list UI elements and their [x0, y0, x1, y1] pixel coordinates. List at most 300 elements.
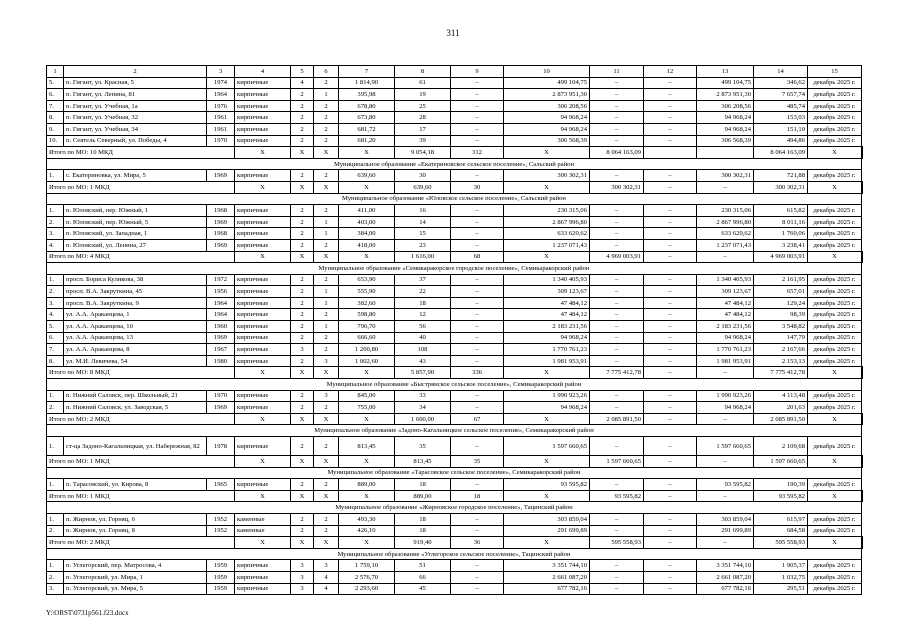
table-cell: 18 — [395, 479, 451, 491]
total-cell: 4 969 003,91 — [590, 251, 644, 263]
table-cell: 2. — [47, 216, 64, 228]
table-cell: п. Гигант, ул. Ленина, 81 — [64, 89, 207, 101]
table-cell: п. Гигант, ул. Учебная, 1а — [64, 100, 207, 112]
table-cell: 2 873 951,30 — [697, 89, 754, 101]
table-cell: 291 699,89 — [697, 525, 754, 537]
table-cell: 18 — [395, 525, 451, 537]
table-cell: декабрь 2025 г. — [808, 332, 862, 344]
table-cell: кирпичные — [235, 239, 291, 251]
table-cell: 653,90 — [339, 274, 395, 286]
total-cell: 7 775 412,78 — [590, 367, 644, 379]
table-cell: кирпичные — [235, 321, 291, 333]
table-cell: 30 — [395, 170, 451, 182]
header-cell: 14 — [754, 66, 808, 78]
table-cell: 17 — [395, 123, 451, 135]
table-cell: 7. — [47, 344, 64, 356]
total-cell: X — [235, 537, 291, 549]
total-cell: X — [235, 413, 291, 425]
total-cell: – — [644, 413, 697, 425]
table-cell: п. Нижний Саловск, пер. Школьный, 21 — [64, 390, 207, 402]
table-cell: 1 237 071,43 — [504, 239, 590, 251]
table-cell: п. Углегорский, ул. Мира, 5 — [64, 583, 207, 595]
municipality-section-header — [47, 158, 863, 170]
table-cell: – — [590, 297, 644, 309]
table-cell: 1974 — [207, 77, 235, 89]
page-number: 311 — [446, 28, 460, 38]
header-cell: 2 — [64, 66, 207, 78]
table-cell: кирпичные — [235, 100, 291, 112]
building-row — [47, 89, 863, 101]
table-cell: 1 759,10 — [339, 560, 395, 572]
table-cell: – — [644, 513, 697, 525]
table-cell: 22 — [395, 286, 451, 298]
total-cell: 639,60 — [395, 181, 451, 193]
building-row — [47, 123, 863, 135]
table-cell: 18 — [395, 297, 451, 309]
table-cell: 1. — [47, 437, 64, 456]
table-cell: 1964 — [207, 297, 235, 309]
section-title: Муниципальное образование «Тарасовское сельское поселение», Семикаракорский район — [47, 467, 862, 479]
table-cell: – — [644, 77, 697, 89]
building-row — [47, 309, 863, 321]
total-cell: 30 — [451, 181, 504, 193]
table-cell: – — [451, 205, 504, 217]
total-cell: 67 — [451, 413, 504, 425]
table-cell: 1959 — [207, 571, 235, 583]
total-cell: – — [697, 490, 754, 502]
table-cell: 47 484,12 — [697, 309, 754, 321]
header-cell: 6 — [314, 66, 339, 78]
total-cell: X — [504, 490, 590, 502]
table-cell: п. Углегорский, пер. Матросова, 4 — [64, 560, 207, 572]
table-cell: 16 — [395, 205, 451, 217]
table-cell: 1959 — [207, 583, 235, 595]
table-cell: декабрь 2025 г. — [808, 89, 862, 101]
table-cell: 3 — [291, 571, 314, 583]
building-row — [47, 321, 863, 333]
table-cell: 2. — [47, 402, 64, 414]
table-cell: кирпичные — [235, 205, 291, 217]
table-cell: 2 — [291, 321, 314, 333]
table-cell: кирпичные — [235, 297, 291, 309]
table-cell: 1 990 923,26 — [504, 390, 590, 402]
table-cell: кирпичные — [235, 89, 291, 101]
total-cell: X — [235, 490, 291, 502]
table-cell: декабрь 2025 г. — [808, 402, 862, 414]
header-cell: 4 — [235, 66, 291, 78]
table-cell: декабрь 2025 г. — [808, 321, 862, 333]
table-cell: – — [590, 583, 644, 595]
header-cell: 11 — [590, 66, 644, 78]
total-cell — [862, 181, 863, 193]
table-cell: 6. — [47, 89, 64, 101]
table-cell: п. Юловский, ул. Ленина, 27 — [64, 239, 207, 251]
table-cell: 411,00 — [339, 205, 395, 217]
table-cell: – — [590, 332, 644, 344]
table-cell: кирпичные — [235, 309, 291, 321]
table-cell: 6. — [47, 332, 64, 344]
building-row — [47, 390, 863, 402]
table-cell: 673,80 — [339, 112, 395, 124]
table-cell: ст-ца Задоно-Кагальницкая, ул. Набережная, 82 — [64, 437, 207, 456]
total-cell: X — [314, 147, 339, 159]
building-row — [47, 239, 863, 251]
total-cell: X — [314, 490, 339, 502]
header-cell: 7 — [339, 66, 395, 78]
table-cell: 300 302,31 — [697, 170, 754, 182]
table-cell: 2. — [47, 571, 64, 583]
table-cell: – — [644, 112, 697, 124]
table-cell: – — [590, 390, 644, 402]
header-cell: 8 — [395, 66, 451, 78]
table-cell: п. Жирнов, ул. Горняц, 8 — [64, 525, 207, 537]
table-cell: 43 — [395, 355, 451, 367]
table-cell: п. Сеятель Северный, ул. Победы, 4 — [64, 135, 207, 147]
table-cell: 2 — [291, 402, 314, 414]
building-row — [47, 216, 863, 228]
table-cell: 56 — [395, 321, 451, 333]
table-cell: декабрь 2025 г. — [808, 216, 862, 228]
table-cell: – — [590, 205, 644, 217]
total-label: Итого по МО: 1 МКД — [47, 456, 235, 468]
table-cell: 2 576,70 — [339, 571, 395, 583]
table-cell: – — [644, 286, 697, 298]
table-cell: 94 968,24 — [697, 123, 754, 135]
building-row — [47, 274, 863, 286]
table-cell: п. Юловский, ул. Западная, 1 — [64, 228, 207, 240]
table-cell: кирпичные — [235, 560, 291, 572]
table-cell: 657,01 — [754, 286, 808, 298]
table-cell: 2 — [291, 135, 314, 147]
municipality-section-header — [47, 425, 863, 437]
total-cell: X — [339, 413, 395, 425]
table-cell: 34 — [395, 402, 451, 414]
table-cell: каменные — [235, 513, 291, 525]
table-cell: – — [590, 321, 644, 333]
total-cell: X — [235, 147, 291, 159]
table-cell: 1959 — [207, 560, 235, 572]
table-cell: – — [590, 239, 644, 251]
table-cell: 303 859,04 — [504, 513, 590, 525]
table-cell: 3. — [47, 297, 64, 309]
table-cell: – — [451, 239, 504, 251]
table-cell: 2 — [291, 479, 314, 491]
table-cell: – — [590, 274, 644, 286]
table-cell: 1969 — [207, 332, 235, 344]
total-cell: X — [291, 490, 314, 502]
table-cell: – — [590, 216, 644, 228]
total-cell: X — [808, 367, 862, 379]
table-cell: 147,79 — [754, 332, 808, 344]
table-cell: 1964 — [207, 309, 235, 321]
municipality-section-header — [47, 467, 863, 479]
table-cell: 493,30 — [339, 513, 395, 525]
table-cell: – — [590, 402, 644, 414]
table-cell: 2 — [291, 437, 314, 456]
table-cell: – — [451, 479, 504, 491]
table-cell: 2 — [291, 100, 314, 112]
total-cell: 595 558,93 — [590, 537, 644, 549]
table-cell: 418,00 — [339, 239, 395, 251]
total-cell: X — [808, 181, 862, 193]
table-cell: – — [590, 344, 644, 356]
table-cell: 2 153,13 — [754, 355, 808, 367]
building-row — [47, 112, 863, 124]
section-title: Муниципальное образование «Юловское сельское поселение», Сальский район — [47, 193, 862, 205]
building-row — [47, 560, 863, 572]
table-cell: 35 — [395, 437, 451, 456]
table-cell: 1 981 953,91 — [504, 355, 590, 367]
total-cell: 7 775 412,78 — [754, 367, 808, 379]
table-cell: – — [451, 402, 504, 414]
total-cell: – — [697, 537, 754, 549]
table-cell: 309 123,67 — [697, 286, 754, 298]
total-label: Итого по МО: 2 МКД — [47, 537, 235, 549]
table-cell: п. Юловский, пер. Южный, 5 — [64, 216, 207, 228]
table-cell: – — [644, 479, 697, 491]
table-cell: 3. — [47, 228, 64, 240]
table-cell: 403,00 — [339, 216, 395, 228]
municipality-section-header — [47, 502, 863, 514]
total-cell: X — [339, 181, 395, 193]
total-cell: X — [235, 251, 291, 263]
table-cell: – — [451, 112, 504, 124]
table-cell: кирпичные — [235, 344, 291, 356]
table-cell: – — [644, 390, 697, 402]
table-cell: кирпичные — [235, 390, 291, 402]
table-cell: 1 — [314, 321, 339, 333]
building-row — [47, 437, 863, 456]
table-cell: 426,10 — [339, 525, 395, 537]
table-cell: 1978 — [207, 437, 235, 456]
table-cell: 5. — [47, 77, 64, 89]
total-cell — [862, 413, 863, 425]
total-label: Итого по МО: 1 МКД — [47, 181, 235, 193]
table-cell: 1 990 923,26 — [697, 390, 754, 402]
table-cell: декабрь 2025 г. — [808, 239, 862, 251]
table-cell: 1. — [47, 513, 64, 525]
table-cell: – — [451, 332, 504, 344]
building-row — [47, 513, 863, 525]
table-cell: 2 — [314, 513, 339, 525]
table-cell: 3 — [291, 344, 314, 356]
table-cell: 2 — [314, 112, 339, 124]
table-cell: 94 968,24 — [504, 123, 590, 135]
table-cell: 12 — [395, 309, 451, 321]
table-cell: 485,74 — [754, 100, 808, 112]
table-cell: кирпичные — [235, 170, 291, 182]
table-cell: п. Юловский, пер. Южный, 1 — [64, 205, 207, 217]
table-cell: 2 — [291, 274, 314, 286]
total-cell: – — [644, 251, 697, 263]
table-cell: 678,80 — [339, 100, 395, 112]
total-cell: 889,00 — [395, 490, 451, 502]
building-row — [47, 344, 863, 356]
municipality-total-row — [47, 490, 863, 502]
table-cell: декабрь 2025 г. — [808, 355, 862, 367]
total-cell: 1 600,00 — [395, 413, 451, 425]
table-cell: 1976 — [207, 100, 235, 112]
total-cell: X — [808, 251, 862, 263]
table-cell: 4 — [314, 583, 339, 595]
table-cell: кирпичные — [235, 355, 291, 367]
building-row — [47, 286, 863, 298]
table-cell: 2 — [291, 112, 314, 124]
table-cell: 1 237 071,43 — [697, 239, 754, 251]
building-row — [47, 402, 863, 414]
total-cell: – — [644, 456, 697, 468]
table-cell: – — [590, 571, 644, 583]
table-cell: декабрь 2025 г. — [808, 286, 862, 298]
table-cell: 306 568,39 — [697, 135, 754, 147]
table-cell: 1 002,60 — [339, 355, 395, 367]
table-cell: 2 — [314, 332, 339, 344]
total-cell: – — [644, 537, 697, 549]
table-cell: 666,60 — [339, 332, 395, 344]
table-cell: – — [451, 571, 504, 583]
total-cell: – — [644, 367, 697, 379]
table-cell: 499 104,75 — [504, 77, 590, 89]
total-cell — [862, 251, 863, 263]
table-cell: 1. — [47, 479, 64, 491]
table-cell: – — [644, 355, 697, 367]
table-cell: 4. — [47, 309, 64, 321]
table-cell: 1967 — [207, 344, 235, 356]
table-cell: 1960 — [207, 321, 235, 333]
building-row — [47, 479, 863, 491]
table-cell: 1. — [47, 390, 64, 402]
total-cell: X — [504, 147, 590, 159]
table-cell: декабрь 2025 г. — [808, 513, 862, 525]
table-cell: 384,00 — [339, 228, 395, 240]
table-cell: 1 814,90 — [339, 77, 395, 89]
table-cell: – — [451, 513, 504, 525]
table-cell: 1 770 761,23 — [504, 344, 590, 356]
total-cell: X — [235, 367, 291, 379]
table-cell: 3 — [314, 390, 339, 402]
table-cell: – — [451, 309, 504, 321]
table-cell: 684,58 — [754, 525, 808, 537]
total-label: Итого по МО: 1 МКД — [47, 490, 235, 502]
header-cell: 13 — [697, 66, 754, 78]
total-cell: X — [291, 147, 314, 159]
total-cell: X — [314, 181, 339, 193]
table-cell: – — [644, 239, 697, 251]
table-cell: 2 293,60 — [339, 583, 395, 595]
table-cell: 295,51 — [754, 583, 808, 595]
table-cell: 291 699,89 — [504, 525, 590, 537]
table-cell: 19 — [395, 89, 451, 101]
total-cell: 312 — [451, 147, 504, 159]
table-cell: – — [644, 583, 697, 595]
table-cell: 2 — [291, 309, 314, 321]
municipality-section-header — [47, 193, 863, 205]
section-title: Муниципальное образование «Жирновское городское поселение», Тацинский район — [47, 502, 862, 514]
table-cell: 1 340 405,93 — [504, 274, 590, 286]
total-cell: 813,45 — [395, 456, 451, 468]
table-cell: – — [451, 321, 504, 333]
table-cell: 677 782,16 — [697, 583, 754, 595]
table-cell: 2 183 231,56 — [697, 321, 754, 333]
table-cell: 1. — [47, 274, 64, 286]
table-cell: 721,88 — [754, 170, 808, 182]
municipality-total-row — [47, 251, 863, 263]
table-cell: 1 981 953,91 — [697, 355, 754, 367]
table-cell: 306 208,56 — [504, 100, 590, 112]
total-cell: – — [697, 251, 754, 263]
table-cell: 94 968,24 — [504, 402, 590, 414]
table-cell: 1961 — [207, 123, 235, 135]
table-cell: 1970 — [207, 390, 235, 402]
table-cell: 3 — [291, 583, 314, 595]
table-cell: – — [451, 583, 504, 595]
table-cell: 2 — [314, 239, 339, 251]
total-cell — [862, 147, 863, 159]
table-cell: – — [644, 170, 697, 182]
table-cell: – — [451, 228, 504, 240]
table-cell: 1961 — [207, 112, 235, 124]
table-cell: 201,63 — [754, 402, 808, 414]
table-cell: 2 — [314, 344, 339, 356]
table-cell: – — [590, 123, 644, 135]
table-cell: 7. — [47, 100, 64, 112]
table-cell: 8 011,16 — [754, 216, 808, 228]
total-cell: X — [504, 251, 590, 263]
table-cell: 129,24 — [754, 297, 808, 309]
municipality-total-row — [47, 537, 863, 549]
table-cell: – — [451, 77, 504, 89]
table-cell: декабрь 2025 г. — [808, 170, 862, 182]
table-cell: 47 484,12 — [504, 309, 590, 321]
table-cell: кирпичные — [235, 286, 291, 298]
table-cell: кирпичные — [235, 274, 291, 286]
table-cell: каменные — [235, 525, 291, 537]
table-cell: 598,80 — [339, 309, 395, 321]
table-cell: просп. В.А. Закруткина, 9 — [64, 297, 207, 309]
building-row — [47, 525, 863, 537]
table-cell: 2 661 087,20 — [504, 571, 590, 583]
table-cell: декабрь 2025 г. — [808, 309, 862, 321]
table-cell: – — [644, 344, 697, 356]
table-cell: 2 — [291, 228, 314, 240]
total-cell: 8 064 163,09 — [590, 147, 644, 159]
table-cell: – — [451, 525, 504, 537]
building-row — [47, 228, 863, 240]
table-cell: – — [590, 286, 644, 298]
table-cell: 677 782,16 — [504, 583, 590, 595]
table-cell: – — [590, 228, 644, 240]
table-cell: 94 968,24 — [697, 332, 754, 344]
total-cell — [862, 456, 863, 468]
table-cell: 2 183 231,56 — [504, 321, 590, 333]
table-cell: 3 351 744,10 — [697, 560, 754, 572]
table-cell: – — [451, 123, 504, 135]
table-cell: кирпичные — [235, 402, 291, 414]
table-cell: 1 — [314, 216, 339, 228]
total-cell: 8 064 163,09 — [754, 147, 808, 159]
building-row — [47, 355, 863, 367]
table-cell: 2 — [314, 100, 339, 112]
municipality-section-header — [47, 548, 863, 560]
table-cell: кирпичные — [235, 332, 291, 344]
table-cell: кирпичные — [235, 135, 291, 147]
building-row — [47, 77, 863, 89]
total-cell: X — [339, 251, 395, 263]
total-cell: X — [339, 147, 395, 159]
table-cell: декабрь 2025 г. — [808, 479, 862, 491]
table-cell: 94 968,24 — [504, 112, 590, 124]
table-cell: декабрь 2025 г. — [808, 274, 862, 286]
